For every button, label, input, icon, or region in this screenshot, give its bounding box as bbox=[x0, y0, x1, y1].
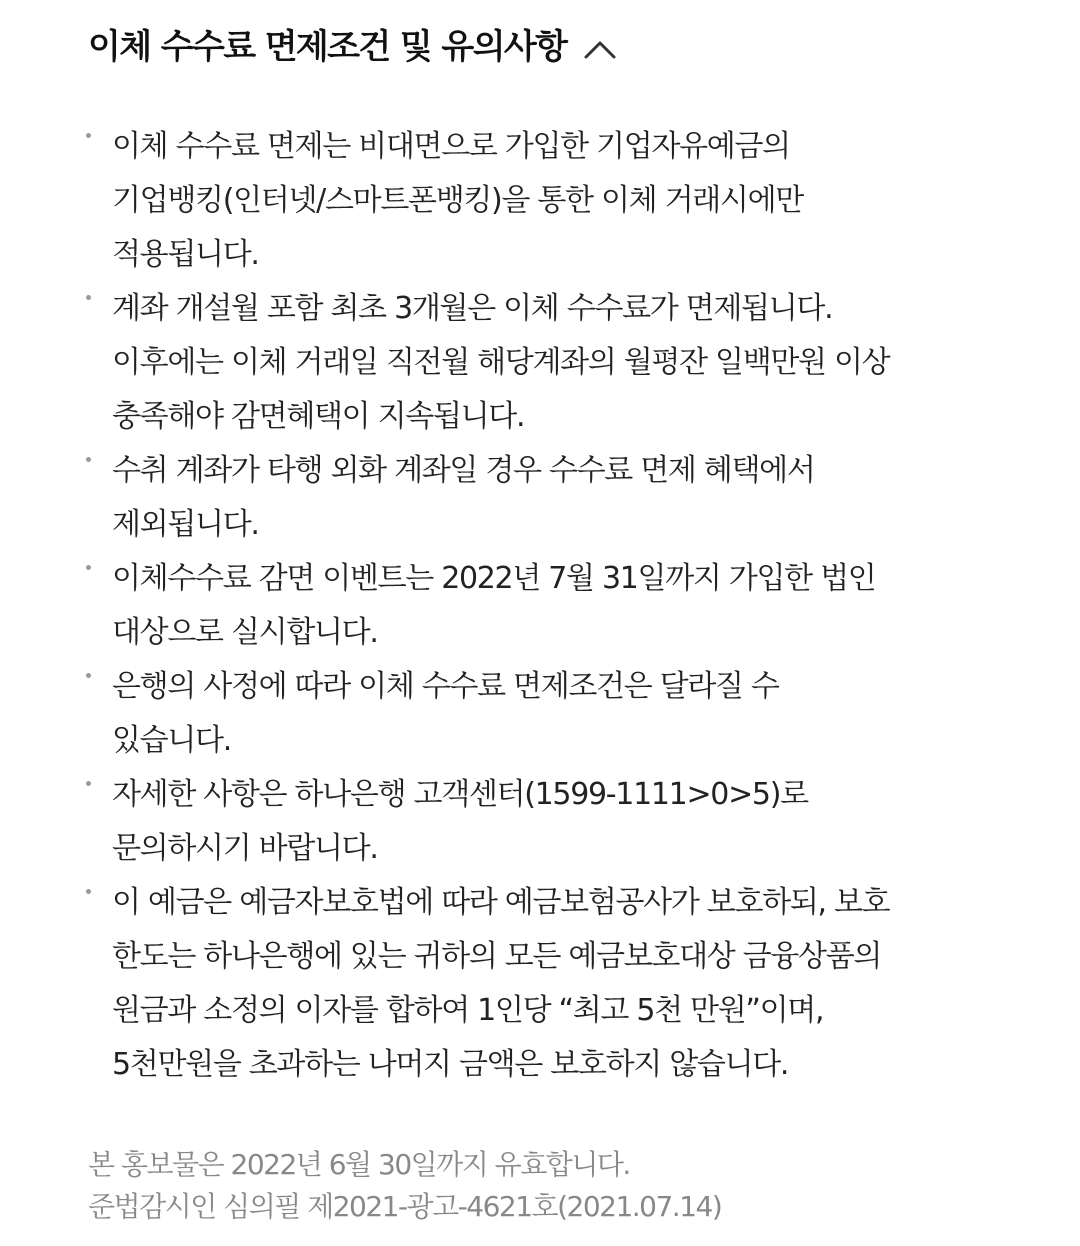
notice-line: 기업뱅킹(인터넷/스마트폰뱅킹)을 통한 이체 거래시에만 bbox=[112, 183, 803, 218]
notice-line: 은행의 사정에 따라 이체 수수료 면제조건은 달라질 수 bbox=[112, 669, 779, 704]
notice-item bbox=[88, 876, 1020, 1092]
notice-line: 충족해야 감면혜택이 지속됩니다. bbox=[112, 399, 525, 434]
notice-line: 이체 수수료 면제는 비대면으로 가입한 기업자유예금의 bbox=[112, 129, 790, 164]
compliance-review-number: 준법감시인 심의필 제2021-광고-4621호(2021.07.14) bbox=[88, 1190, 722, 1223]
notice-line: 계좌 개설월 포함 최초 3개월은 이체 수수료가 면제됩니다. bbox=[112, 291, 833, 326]
notice-item bbox=[88, 282, 1020, 444]
notice-line: 대상으로 실시합니다. bbox=[112, 615, 378, 650]
bullet-dot-icon bbox=[86, 552, 96, 606]
notice-line: 5천만원을 초과하는 나머지 금액은 보호하지 않습니다. bbox=[112, 1047, 789, 1082]
notice-item bbox=[88, 768, 1020, 876]
bullet-dot-icon bbox=[86, 768, 96, 822]
notice-line: 자세한 사항은 하나은행 고객센터(1599-1111>0>5)로 bbox=[112, 777, 808, 812]
notice-line: 문의하시기 바랍니다. bbox=[112, 831, 378, 866]
section-title: 이체 수수료 면제조건 및 유의사항 bbox=[88, 27, 567, 67]
bullet-dot-icon bbox=[86, 282, 96, 336]
notice-line: 한도는 하나은행에 있는 귀하의 모든 예금보호대상 금융상품의 bbox=[112, 939, 882, 974]
notice-line: 원금과 소정의 이자를 합하여 1인당 “최고 5천 만원”이며, bbox=[112, 993, 824, 1028]
notice-line: 있습니다. bbox=[112, 723, 231, 758]
validity-notice: 본 홍보물은 2022년 6월 30일까지 유효합니다. bbox=[88, 1148, 630, 1181]
notice-line: 수취 계좌가 타행 외화 계좌일 경우 수수료 면제 혜택에서 bbox=[112, 453, 815, 488]
notice-list bbox=[88, 120, 1020, 1092]
bullet-dot-icon bbox=[86, 120, 96, 174]
notice-item bbox=[88, 660, 1020, 768]
notice-line: 이후에는 이체 거래일 직전월 해당계좌의 월평잔 일백만원 이상 bbox=[112, 345, 890, 380]
chevron-up-icon[interactable] bbox=[584, 24, 616, 70]
notice-item bbox=[88, 120, 1020, 282]
notice-line: 이 예금은 예금자보호법에 따라 예금보험공사가 보호하되, 보호 bbox=[112, 885, 890, 920]
bullet-dot-icon bbox=[86, 876, 96, 930]
section-header-toggle[interactable] bbox=[88, 24, 1020, 70]
bullet-dot-icon bbox=[86, 660, 96, 714]
notice-line: 이체수수료 감면 이벤트는 2022년 7월 31일까지 가입한 법인 bbox=[112, 561, 876, 596]
notice-item bbox=[88, 552, 1020, 660]
fee-notice-panel bbox=[0, 24, 1080, 1246]
bullet-dot-icon bbox=[86, 444, 96, 498]
notice-line: 적용됩니다. bbox=[112, 237, 259, 272]
legal-footer bbox=[88, 1144, 988, 1228]
notice-line: 제외됩니다. bbox=[112, 507, 259, 542]
notice-item bbox=[88, 444, 1020, 552]
